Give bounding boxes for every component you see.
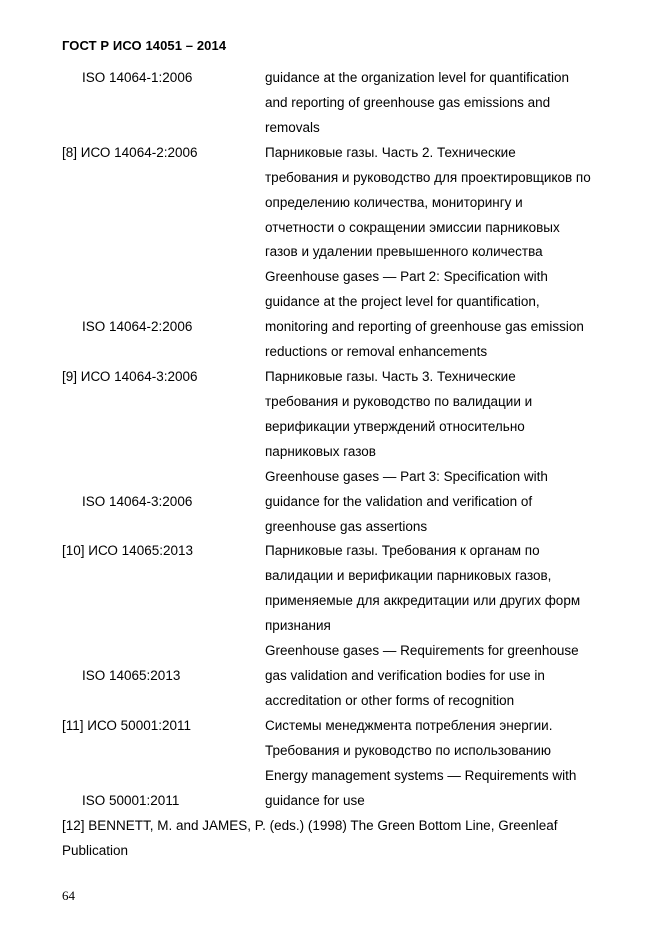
reference-11-english-code: ISO 50001:2011 [82,793,180,808]
page-number: 64 [62,888,75,903]
reference-12-line: [12] BENNETT, M. and JAMES, P. (eds.) (1998) The Green Bottom Line, Greenleaf [62,818,558,833]
reference-10-line: Парниковые газы. Требования к органам по [265,543,540,558]
reference-11-russian-code: [11] ИСО 50001:2011 [62,718,191,733]
reference-10-line: применяемые для аккредитации или других форм [265,593,581,608]
reference-8-line: guidance at the project level for quantification, [265,294,540,309]
reference-11-line: Energy management systems — Requirements with [265,768,577,783]
reference-9-line: Greenhouse gases — Part 3: Specification with [265,469,548,484]
reference-10-line: gas validation and verification bodies for use in [265,668,545,683]
reference-0-line: guidance at the organization level for quantification [265,70,569,85]
reference-8-line: Greenhouse gases — Part 2: Specification with [265,269,548,284]
reference-9-line: парниковых газов [265,444,376,459]
reference-8-line: требования и руководство для проектировщиков по [265,170,591,185]
reference-10-russian-code: [10] ИСО 14065:2013 [62,543,193,558]
reference-9-line: greenhouse gas assertions [265,519,428,534]
reference-10-line: accreditation or other forms of recognition [265,693,515,708]
reference-8-line: reductions or removal enhancements [265,344,488,359]
reference-10-line: валидации и верификации парниковых газов, [265,568,552,583]
reference-9-line: верификации утверждений относительно [265,419,525,434]
reference-10-line: Greenhouse gases — Requirements for greenhouse [265,643,579,658]
reference-12-line: Publication [62,843,129,858]
reference-8-line: monitoring and reporting of greenhouse gas emission [265,319,584,334]
reference-10-english-code: ISO 14065:2013 [82,668,181,683]
reference-10-line: признания [265,618,331,633]
reference-8-line: Парниковые газы. Часть 2. Технические [265,145,516,160]
reference-0-english-code: ISO 14064-1:2006 [82,70,193,85]
document-header: ГОСТ Р ИСО 14051 – 2014 [62,38,227,53]
reference-8-line: газов и удалении превышенного количества [265,244,543,259]
reference-11-line: Системы менеджмента потребления энергии. [265,718,553,733]
reference-8-line: отчетности о сокращении эмиссии парниковых [265,220,560,235]
reference-8-russian-code: [8] ИСО 14064-2:2006 [62,145,198,160]
reference-9-line: guidance for the validation and verification of [265,494,533,509]
reference-9-line: требования и руководство по валидации и [265,394,533,409]
reference-8-line: определению количества, мониторингу и [265,195,523,210]
reference-8-english-code: ISO 14064-2:2006 [82,319,193,334]
reference-9-line: Парниковые газы. Часть 3. Технические [265,369,516,384]
reference-11-line: guidance for use [265,793,365,808]
reference-0-line: removals [265,120,320,135]
reference-9-english-code: ISO 14064-3:2006 [82,494,193,509]
reference-9-russian-code: [9] ИСО 14064-3:2006 [62,369,198,384]
reference-11-line: Требования и руководство по использованию [265,743,551,758]
reference-0-line: and reporting of greenhouse gas emissions and [265,95,551,110]
